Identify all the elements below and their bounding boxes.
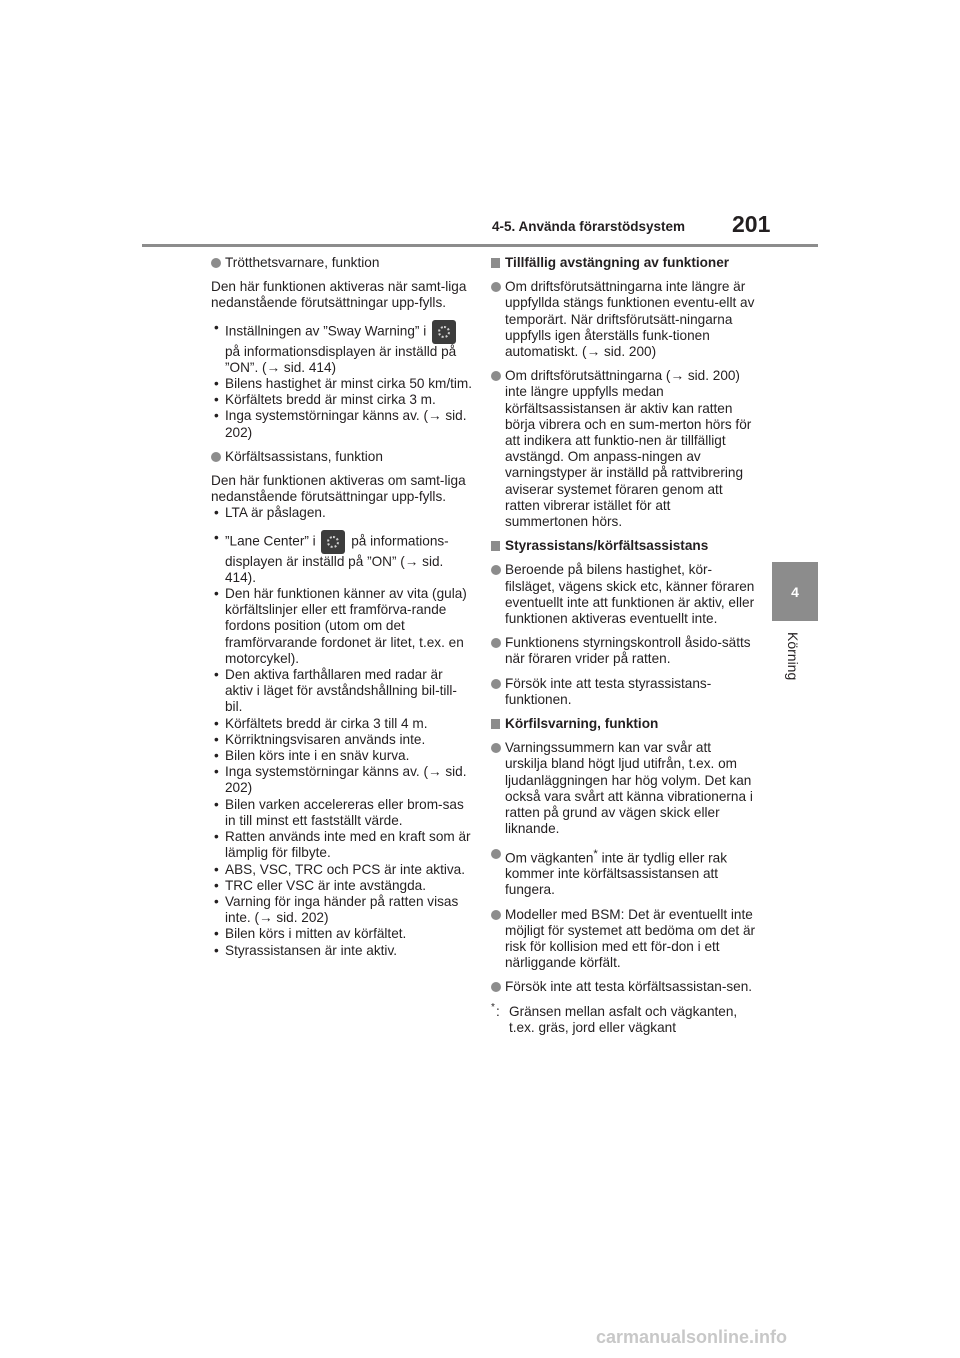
bullet-item: Varningssummern kan var svår att urskilja bland högt ljud utifrån, t.ex. om ljudanläggningen har hög volym. Det kan också vara svårt att känna vibrationerna i ratten på grund av vägen skick eller liknande. <box>491 740 756 837</box>
condition-list <box>211 505 473 958</box>
list-item: • Inga systemstörningar känns av. (→ sid. 202) <box>211 764 473 796</box>
heading-temporary-shutdown: Tillfällig avstängning av funktioner <box>491 255 756 271</box>
list-item: • Styrassistansen är inte aktiv. <box>211 943 473 959</box>
list-item: • Körfältets bredd är cirka 3 till 4 m. <box>211 716 473 732</box>
list-item: • Inga systemstörningar känns av. (→ sid. 202) <box>211 408 473 440</box>
condition-list <box>211 320 473 441</box>
list-item: • Den här funktionen känner av vita (gula) körfältslinjer eller ett framförva-rande fordons position (utom om det framförvarande fordonet är litet, t.ex. en motorcykel). <box>211 586 473 667</box>
settings-gear-icon <box>321 530 345 554</box>
paragraph: Den här funktionen aktiveras när samt-liga nedanstående förutsättningar upp-fylls. <box>211 279 467 311</box>
list-item: • ”Lane Center” i på informations-displayen är inställd på ”ON” (→ sid. 414). <box>211 530 473 586</box>
list-item: • Bilens hastighet är minst cirka 50 km/tim. <box>211 376 473 392</box>
list-item: • TRC eller VSC är inte avstängda. <box>211 878 473 894</box>
chapter-tab: 4 <box>772 562 818 621</box>
list-item: • Varning för inga händer på ratten visas inte. (→ sid. 202) <box>211 894 473 926</box>
page-number: 201 <box>732 211 771 237</box>
list-item: • LTA är påslagen. <box>211 505 473 521</box>
bullet-item: Försök inte att testa styrassistans-funktionen. <box>491 676 756 708</box>
list-item: • ABS, VSC, TRC och PCS är inte aktiva. <box>211 862 473 878</box>
footnote-marker: * <box>593 847 598 860</box>
bullet-item: Om driftsförutsättningarna (→ sid. 200) inte längre uppfylls medan körfältsassistansen är aktiv kan ratten börja vibrera och en sum-merton hörs för att indikera att funktio-nen är tillfälligt avstängd. Om anpass-ningen av varningstyper är inställd på rattvibrering aviserar systemet föraren genom att ratten vibrerar istället för att summertonen hörs. <box>491 368 756 530</box>
bullet-item: Om driftsförutsättningarna inte längre är uppfyllda stängs funktionen eventu-ellt av temporärt. När driftsförutsätt-ningarna uppfylls igen återställs funk-tionen automatiskt. (→ sid. 200) <box>491 279 756 360</box>
section-title: 4-5. Använda förarstödsystem <box>492 219 686 234</box>
heading-steering-assist: Styrassistans/körfältsassistans <box>491 538 756 554</box>
bullet-item: Modeller med BSM: Det är eventuellt inte möjligt för systemet att bedöma om det är risk för kollision med ett för-don i ett närliggande körfält. <box>491 907 756 972</box>
list-item: • Bilen körs i mitten av körfältet. <box>211 926 473 942</box>
bullet-item: Om vägkanten* inte är tydlig eller rak kommer inte körfältsassistansen att fungera. <box>491 846 756 899</box>
paragraph: Den här funktionen aktiveras om samt-liga nedanstående förutsättningar upp-fylls. <box>211 473 466 505</box>
bullet-item: Försök inte att testa körfältsassistan-sen. <box>491 979 756 995</box>
header-rule <box>142 244 818 247</box>
list-item: • Ratten används inte med en kraft som är lämplig för filbyte. <box>211 829 473 861</box>
list-item: • Körfältets bredd är minst cirka 3 m. <box>211 392 473 408</box>
bullet-item: Funktionens styrningskontroll åsido-sätts när föraren vrider på ratten. <box>491 635 756 667</box>
chapter-label: Körning <box>785 632 801 681</box>
bullet-item: Beroende på bilens hastighet, kör-filsläget, vägens skick etc, känner föraren eventuellt inte att funktionen är aktiv, eller funktionen aktiveras eventuellt inte. <box>491 562 756 627</box>
heading-fatigue-warning: Trötthetsvarnare, funktion <box>211 255 473 271</box>
heading-lane-departure-warning: Körfilsvarning, funktion <box>491 716 756 732</box>
list-item: • Bilen körs inte i en snäv kurva. <box>211 748 473 764</box>
list-item: • Inställningen av ”Sway Warning” i på informationsdisplayen är inställd på ”ON”. (→ sid. 414) <box>211 320 473 376</box>
list-item: • Den aktiva farthållaren med radar är aktiv i läget för avståndshållning bil-till-bil. <box>211 667 473 716</box>
footnote: * : Gränsen mellan asfalt och vägkanten, t.ex. gräs, jord eller vägkant <box>491 1001 738 1035</box>
settings-gear-icon <box>432 320 456 344</box>
list-item: • Bilen varken accelereras eller brom-sas in till minst ett fastställt värde. <box>211 797 473 829</box>
right-column <box>491 255 756 1036</box>
left-column <box>211 255 473 967</box>
list-item: • Körriktningsvisaren används inte. <box>211 732 473 748</box>
watermark: carmanualsonline.info <box>596 1327 788 1347</box>
heading-lane-assist: Körfältsassistans, funktion <box>211 449 473 465</box>
